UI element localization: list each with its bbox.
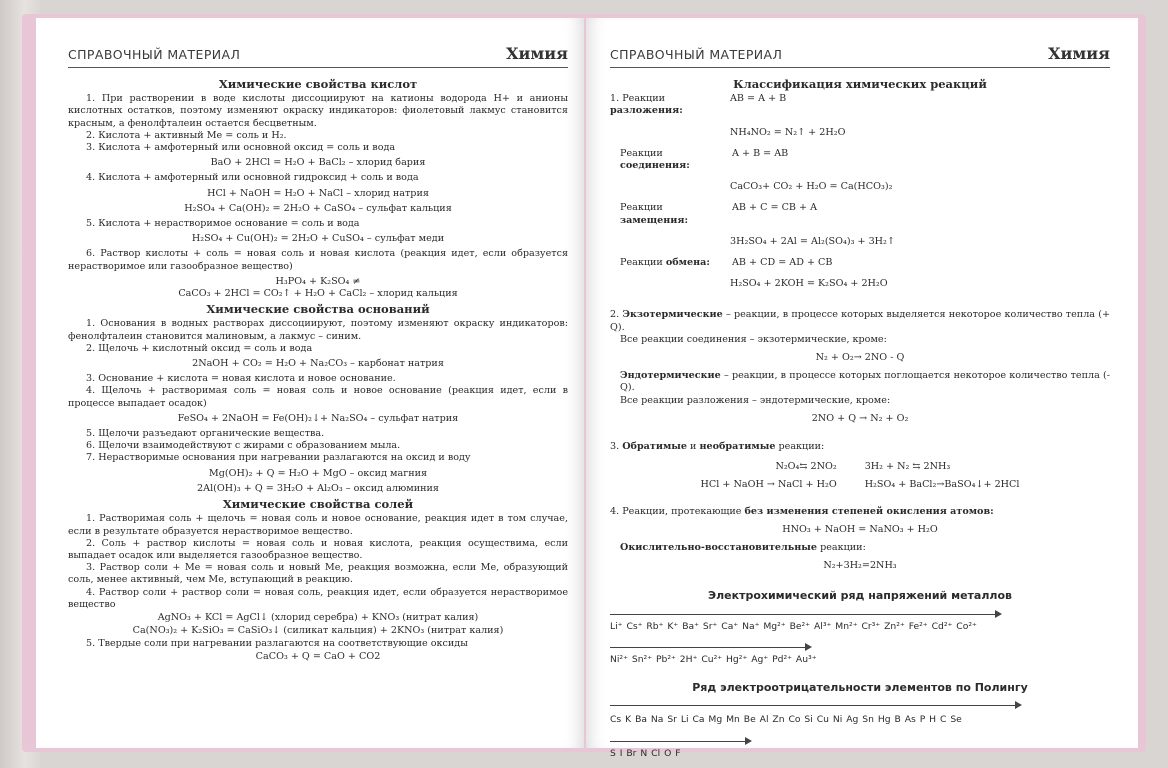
pauling-title: Ряд электроотрицательности элементов по Полингу: [692, 681, 1028, 695]
left-page: [36, 18, 584, 748]
acids-p2: 2. Кислота + активный Ме = соль и Н₂.: [86, 129, 287, 141]
type-eq2: 3H₂SO₄ + 2Al = Al₂(SO₄)₃ + 3H₂↑: [730, 235, 895, 247]
bases-p7: 7. Нерастворимые основания при нагревании разлагаются на оксид и воду: [86, 452, 471, 464]
irr-eq-2: H₂SO₄ + BaCl₂→BaSO₄↓+ 2HCl: [864, 479, 1020, 491]
acids-p6: 6. Раствор кислоты + соль = новая соль и новая кислота (реакция идет, если образуется нерастворимое или газообразное вещество): [68, 248, 568, 272]
pauling-arrow: [610, 697, 1020, 706]
header-ref: СПРАВОЧНЫЙ МАТЕРИАЛ: [68, 47, 241, 62]
rev-eq-2: HCl + NaOH → NaCl + H₂O: [700, 479, 837, 491]
acids-title: Химические свойства кислот: [218, 77, 418, 91]
bases-eq2: FeSO₄ + 2NaOH = Fe(OH)₂↓+ Na₂SO₄ – сульфат натрия: [177, 412, 459, 424]
salts-p1: 1. Растворимая соль + щелочь = новая соль и новое основание, реакция идет в том случае, если в результате образуется нерастворимое вещество.: [68, 513, 568, 537]
rev-eq-1: N₂O₄⇆ 2NO₂: [775, 461, 837, 473]
acids-p1: 1. При растворении в воде кислоты диссоциируют на катионы водорода Н+ и анионы кислотных остатков, поэтому изменяют окраску индикаторов: фиолетовый лакмус становится красным, а фенолфталеин остается бесцветным.: [68, 93, 568, 129]
acids-p3: 3. Кислота + амфотерный или основной оксид = соль и вода: [86, 142, 396, 154]
salts-eq2: Ca(NO₃)₂ + K₂SiO₃ = CaSiO₃↓ (силикат кальция) + 2KNO₃ (нитрат калия): [132, 625, 504, 637]
bases-p6: 6. Щелочи взаимодействуют с жирами с образованием мыла.: [86, 440, 401, 452]
right-content: [610, 78, 1110, 766]
exo-eq: N₂ + O₂→ 2NO - Q: [815, 352, 905, 364]
pauling-row-1: Cs K Ba Na Sr Li Ca Mg Mn Be Al Zn Co Si Cu Ni Ag Sn Hg B As P H C Se: [610, 714, 962, 726]
classification-title: Классификация химических реакций: [733, 77, 987, 91]
bases-eq4: 2Al(OH)₃ + Q = 3H₂O + Al₂O₃ – оксид алюминия: [197, 482, 439, 494]
endo-line2: Все реакции разложения – эндотермические, кроме:: [620, 394, 891, 406]
bases-p3: 3. Основание + кислота = новая кислота и новое основание.: [86, 373, 396, 385]
type-label: 1. Реакции разложения:: [610, 93, 683, 117]
bases-p5: 5. Щелочи разъедают органические вещества.: [86, 428, 325, 440]
type-eq2: CaCO₃+ CO₂ + H₂O = Ca(HCO₃)₂: [730, 181, 893, 193]
acids-p5: 5. Кислота + нерастворимое основание = соль и вода: [86, 218, 360, 230]
bases-eq3: Mg(OH)₂ + Q = H₂O + MgO – оксид магния: [208, 467, 428, 479]
metals-arrow-2: [610, 639, 810, 648]
salts-p2: 2. Соль + раствор кислоты = новая соль и новая кислота, реакция осуществима, если выпадает осадок или выделяется газообразное вещество.: [68, 537, 568, 561]
running-header-right: [610, 44, 1110, 68]
type-eq2: H₂SO₄ + 2KOH = K₂SO₄ + 2H₂O: [730, 278, 888, 290]
acids-eq5: H₃PO₄ + K₂SO₄ ≠: [275, 275, 361, 287]
bases-title: Химические свойства оснований: [206, 302, 430, 317]
type-label: Реакции соединения:: [620, 147, 690, 172]
salts-p3: 3. Раствор соли + Ме = новая соль и новый Ме, реакция возможна, если Ме, образующий соль, менее активный, чем Ме, вступающий в реакцию.: [68, 562, 568, 586]
salts-p4: 4. Раствор соли + раствор соли = новая соль, реакция идет, если образуется нерастворимое вещество: [68, 586, 568, 610]
metals-row-1: Li⁺ Cs⁺ Rb⁺ K⁺ Ba⁺ Sr⁺ Ca⁺ Na⁺ Mg²⁺ Be²⁺ Al³⁺ Mn²⁺ Cr³⁺ Zn²⁺ Fe²⁺ Cd²⁺ Co²⁺: [610, 620, 977, 632]
salts-p5: 5. Твердые соли при нагревании разлагаются на соответствующие оксиды: [86, 638, 468, 650]
irreversible-col: [865, 461, 1020, 491]
type-label: Реакции обмена:: [620, 257, 710, 269]
acids-p4: 4. Кислота + амфотерный или основной гидроксид + соль и вода: [86, 172, 419, 184]
reversible-col: [701, 461, 837, 491]
type-combination: [620, 148, 1110, 172]
bases-p4: 4. Щелочь + растворимая соль = новая соль и новое основание (реакция идет, если в процессе выпадает осадок): [68, 385, 568, 409]
acids-eq3: H₂SO₄ + Ca(OH)₂ = 2H₂O + CaSO₄ – сульфат кальция: [184, 202, 452, 214]
header-subject: Химия: [506, 44, 568, 63]
endo-eq: 2NO + Q → N₂ + O₂: [811, 412, 909, 424]
salts-eq1: AgNO₃ + KCl = AgCl↓ (хлорид серебра) + KNO₃ (нитрат калия): [157, 611, 479, 623]
type-decomposition: [610, 93, 1110, 117]
right-page: [586, 18, 1138, 759]
type-eq1: A + B = AB: [732, 147, 789, 159]
acids-eq1: BaO + 2HCl = H₂O + BaCl₂ – хлорид бария: [210, 157, 426, 169]
redox-eq: N₂+3H₂=2NH₃: [823, 560, 897, 572]
bases-eq1: 2NaOH + CO₂ = H₂O + Na₂CO₃ – карбонат натрия: [192, 358, 444, 370]
oxidation-eq: HNO₃ + NaOH = NaNO₃ + H₂O: [782, 523, 938, 535]
oxidation-line: 4. Реакции, протекающие без изменения степеней окисления атомов:: [610, 505, 994, 517]
type-label: Реакции замещения:: [620, 202, 689, 226]
left-content: [68, 78, 568, 663]
endo-line: Эндотермические – реакции, в процессе которых поглощается некоторое количество тепла (- Q).: [620, 370, 1110, 394]
bases-p2: 2. Щелочь + кислотный оксид = соль и вода: [86, 342, 313, 354]
type-eq1: AB + C = CB + A: [732, 202, 818, 214]
salts-title: Химические свойства солей: [222, 497, 414, 512]
header-ref-right: СПРАВОЧНЫЙ МАТЕРИАЛ: [610, 47, 783, 62]
acids-eq2: HCl + NaOH = H₂O + NaCl – хлорид натрия: [207, 187, 429, 199]
acids-eq4: H₂SO₄ + Cu(OH)₂ = 2H₂O + CuSO₄ – сульфат меди: [191, 233, 445, 245]
running-header: [68, 44, 568, 68]
type-eq1: AB = A + B: [730, 93, 787, 105]
bases-p1: 1. Основания в водных растворах диссоциируют, поэтому изменяют окраску индикаторов: фенолфталеин становится малиновым, а лакмус – синим.: [68, 318, 568, 342]
pauling-arrow-2: [610, 733, 750, 742]
type-exchange: [620, 257, 1110, 269]
redox-line: Окислительно-восстановительные реакции:: [620, 542, 866, 554]
reversible-equations: [610, 461, 1110, 491]
exo-line2: Все реакции соединения – экзотермические, кроме:: [620, 333, 887, 345]
metals-arrow: [610, 606, 1000, 615]
pauling-row-2: S I Br N Cl O F: [610, 747, 681, 759]
metals-title: Электрохимический ряд напряжений металлов: [708, 589, 1012, 603]
exo-line: 2. Экзотермические – реакции, в процессе которых выделяется некоторое количество тепла (+ Q).: [610, 309, 1110, 333]
header-subject-right: Химия: [1048, 44, 1110, 63]
type-eq1: AB + CD = AD + CB: [732, 257, 833, 269]
salts-eq3: CaCO₃ + Q = CaO + CO2: [255, 650, 381, 662]
metals-row-2: Ni²⁺ Sn²⁺ Pb²⁺ 2H⁺ Cu²⁺ Hg²⁺ Ag⁺ Pd²⁺ Au³⁺: [610, 653, 817, 665]
irr-eq-1: 3H₂ + N₂ ⇆ 2NH₃: [864, 461, 951, 473]
type-eq2: NH₄NO₂ = N₂↑ + 2H₂O: [730, 126, 846, 138]
type-substitution: [620, 202, 1110, 226]
reversible-line: 3. Обратимые и необратимые реакции:: [610, 441, 825, 453]
acids-eq6: CaCO₃ + 2HCl = CO₂↑ + H₂O + CaCl₂ – хлорид кальция: [178, 288, 458, 300]
